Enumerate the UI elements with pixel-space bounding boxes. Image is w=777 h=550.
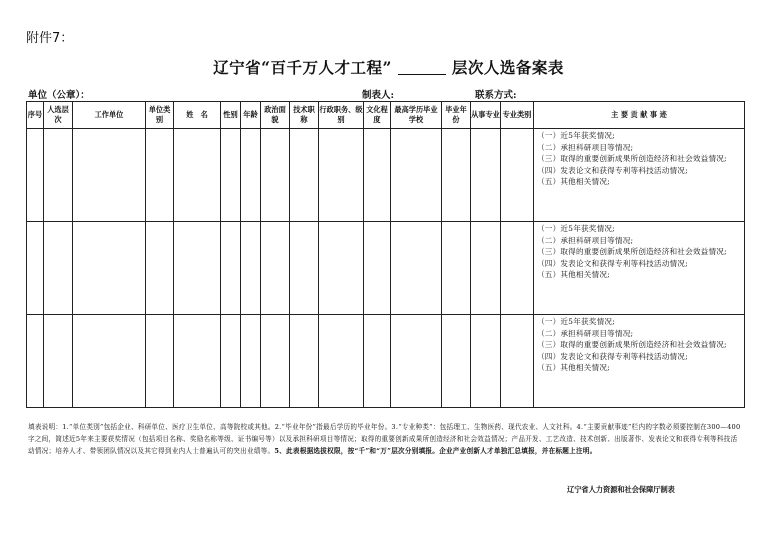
table-header-row	[27, 102, 745, 129]
contribution-line: （一）近5年获奖情况;	[537, 224, 615, 233]
table-cell[interactable]	[73, 222, 146, 315]
form-instructions	[28, 421, 742, 457]
table-cell[interactable]	[290, 129, 319, 222]
contribution-line: （四）发表论文和获得专利等科技活动情况;	[537, 165, 688, 175]
table-cell[interactable]	[501, 315, 534, 408]
contribution-line: （五）其他相关情况;	[537, 363, 610, 372]
table-cell[interactable]	[27, 315, 44, 408]
table-cell[interactable]	[501, 222, 534, 315]
table-cell[interactable]	[319, 129, 364, 222]
table-cell[interactable]	[146, 129, 174, 222]
column-header: 性别	[221, 102, 241, 129]
column-header: 序号	[27, 102, 44, 129]
contribution-line: （三）取得的重要创新成果所创造经济和社会效益情况;	[537, 154, 727, 163]
column-header: 专业类别	[501, 102, 534, 129]
contact-label: 联系方式:	[475, 90, 517, 101]
column-header: 从事专业	[471, 102, 501, 129]
page-title	[0, 56, 777, 78]
column-header: 单位类别	[146, 102, 174, 129]
table-cell[interactable]	[442, 222, 471, 315]
instructions-bold-text: 5、此表根据选拔权限，按“千”和“万”层次分别填报。企业产业创新人才单独汇总填报，并在标题上注明。	[274, 447, 597, 455]
column-header: 最高学历毕业学校	[391, 102, 442, 129]
column-header: 年龄	[241, 102, 261, 129]
table-cell[interactable]	[27, 129, 44, 222]
record-table	[26, 101, 745, 408]
contribution-line: （一）近5年获奖情况;	[537, 131, 615, 140]
table-cell[interactable]	[391, 129, 442, 222]
table-cell[interactable]	[261, 315, 290, 408]
attachment-label: 附件7：	[26, 31, 74, 46]
table-row	[27, 315, 745, 408]
table-cell[interactable]	[364, 129, 391, 222]
column-header: 姓 名	[174, 102, 221, 129]
contribution-cell[interactable]	[534, 129, 745, 222]
column-header: 行政职务、级别	[319, 102, 364, 129]
contribution-line: （四）发表论文和获得专利等科技活动情况;	[537, 351, 688, 361]
table-cell[interactable]	[146, 315, 174, 408]
contribution-line: （一）近5年获奖情况;	[537, 317, 615, 326]
title-blank-line	[398, 60, 446, 75]
table-cell[interactable]	[471, 129, 501, 222]
contribution-line: （三）取得的重要创新成果所创造经济和社会效益情况;	[537, 340, 727, 349]
table-cell[interactable]	[261, 129, 290, 222]
contribution-line: （二）承担科研项目等情况;	[537, 235, 634, 245]
table-cell[interactable]	[319, 315, 364, 408]
contribution-cell[interactable]	[534, 222, 745, 315]
contribution-cell[interactable]	[534, 315, 745, 408]
contribution-line: （五）其他相关情况;	[537, 177, 610, 186]
table-cell[interactable]	[174, 222, 221, 315]
table-cell[interactable]	[290, 315, 319, 408]
table-cell[interactable]	[241, 129, 261, 222]
instructions-text: 填表说明：1.“单位类别”包括企业、科研单位、医疗卫生单位、高等院校或其他。2.“毕业年份”指最后学历的毕业年份。3.“专业种类”：包括理工、生物医药、现代农业、人文社科。4.“主要贡献事迹”栏内的字数必须要控制在300—400字之间，简述近5年来主要获奖情况（包括项目名称、奖励名称等级、证书编号等）以及承担科研项目等情况；取得的重要创新成果所创造经济和社会效益情况；产品开发、工艺改造、技术创新、出版著作、发表论文和获得专利等科技活动情况；培养人才、带领团队情况以及其它得到业内人士普遍认可的突出业绩等。	[28, 423, 741, 455]
table-cell[interactable]	[146, 222, 174, 315]
table-cell[interactable]	[73, 315, 146, 408]
column-header: 毕业年份	[442, 102, 471, 129]
title-after: 层次人选备案表	[451, 58, 564, 77]
issuer-footer: 辽宁省人力资源和社会保障厅制表	[567, 485, 675, 494]
table-cell[interactable]	[174, 315, 221, 408]
contribution-line: （四）发表论文和获得专利等科技活动情况;	[537, 258, 688, 268]
preparer-label: 制表人:	[362, 90, 395, 101]
column-header: 主 要 贡 献 事 迹	[534, 102, 745, 129]
table-cell[interactable]	[391, 315, 442, 408]
column-header: 工作单位	[73, 102, 146, 129]
table-cell[interactable]	[241, 315, 261, 408]
table-cell[interactable]	[221, 222, 241, 315]
title-before: 辽宁省“百千万人才工程”	[213, 58, 392, 77]
contribution-line: （三）取得的重要创新成果所创造经济和社会效益情况;	[537, 247, 727, 256]
table-cell[interactable]	[364, 315, 391, 408]
table-cell[interactable]	[44, 222, 73, 315]
unit-label: 单位（公章）：	[28, 90, 90, 101]
table-row	[27, 222, 745, 315]
table-cell[interactable]	[73, 129, 146, 222]
table-cell[interactable]	[27, 222, 44, 315]
column-header: 文化程度	[364, 102, 391, 129]
table-cell[interactable]	[290, 222, 319, 315]
column-header: 政治面貌	[261, 102, 290, 129]
contribution-line: （二）承担科研项目等情况;	[537, 142, 634, 152]
table-cell[interactable]	[391, 222, 442, 315]
table-cell[interactable]	[261, 222, 290, 315]
table-cell[interactable]	[221, 129, 241, 222]
table-cell[interactable]	[221, 315, 241, 408]
table-cell[interactable]	[174, 129, 221, 222]
table-cell[interactable]	[442, 315, 471, 408]
table-cell[interactable]	[241, 222, 261, 315]
table-row	[27, 129, 745, 222]
table-cell[interactable]	[364, 222, 391, 315]
table-cell[interactable]	[471, 315, 501, 408]
table-cell[interactable]	[44, 315, 73, 408]
table-cell[interactable]	[319, 222, 364, 315]
table-cell[interactable]	[501, 129, 534, 222]
column-header: 人选层次	[44, 102, 73, 129]
table-cell[interactable]	[471, 222, 501, 315]
contribution-line: （二）承担科研项目等情况;	[537, 328, 634, 338]
contribution-line: （五）其他相关情况;	[537, 270, 610, 279]
table-cell[interactable]	[442, 129, 471, 222]
column-header: 技术职称	[290, 102, 319, 129]
table-cell[interactable]	[44, 129, 73, 222]
